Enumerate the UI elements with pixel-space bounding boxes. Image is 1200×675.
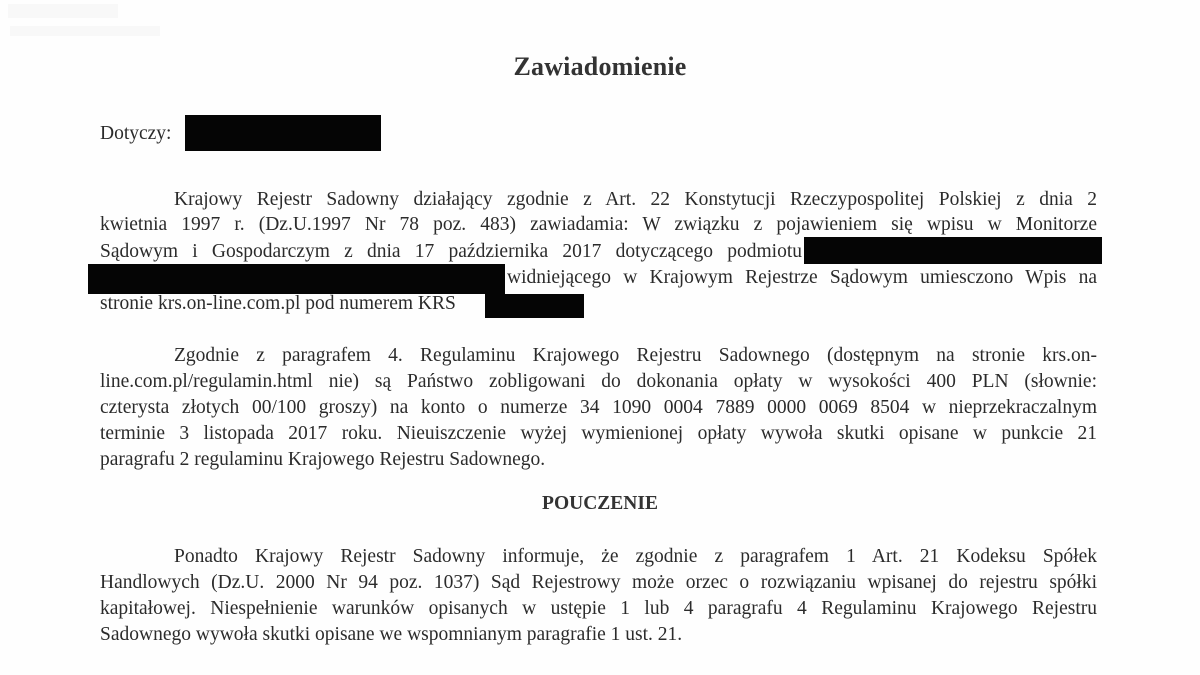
paragraph-1-line-1: Krajowy Rejestr Sadowny działający zgodnie z Art. 22 Konstytucji Rzeczypospolitej Polskiej z dnia 2: [174, 189, 1097, 210]
redacted-entity-name-2: [88, 264, 505, 294]
paragraph-3-line-4: Sadownego wywoła skutki opisane we wspomnianym paragrafie 1 ust. 21.: [100, 624, 683, 645]
paragraph-2-line-2: line.com.pl/regulamin.html nie) są Państwo zobligowani do dokonania opłaty w wysokości 400 PLN (słownie:: [100, 371, 1097, 392]
scan-artifact: [10, 26, 160, 36]
paragraph-2-line-3: czterysta złotych 00/100 groszy) na konto o numerze 34 1090 0004 7889 0000 0069 8504 w nieprzekraczalnym: [100, 397, 1097, 418]
paragraph-1-line-5: stronie krs.on-line.com.pl pod numerem KRS: [100, 293, 456, 314]
paragraph-2-line-5: paragrafu 2 regulaminu Krajowego Rejestru Sadownego.: [100, 449, 546, 470]
subject-label: Dotyczy:: [100, 123, 172, 144]
paragraph-3-line-2: Handlowych (Dz.U. 2000 Nr 94 poz. 1037) Sąd Rejestrowy może orzec o rozwiązaniu wpisanej do rejestru spółki: [100, 572, 1097, 593]
redacted-krs-number: [485, 294, 584, 318]
section-heading-pouczenie: POUCZENIE: [542, 493, 658, 514]
paragraph-3-line-3: kapitałowej. Niespełnienie warunków opisanych w ustępie 1 lub 4 paragrafu 4 Regulaminu Krajowego Rejestru: [100, 598, 1097, 619]
paragraph-1-line-3: Sądowym i Gospodarczym z dnia 17 października 2017 dotyczącego podmiotu: [100, 241, 802, 262]
redacted-entity-name-1: [804, 237, 1102, 264]
scan-artifact: [8, 4, 118, 18]
paragraph-2-line-4: terminie 3 listopada 2017 roku. Nieuiszczenie wyżej wymienionej opłaty wywoła skutki opisane w punkcie 21: [100, 423, 1097, 444]
paragraph-1-line-4: widniejącego w Krajowym Rejestrze Sądowym umiesczono Wpis na: [507, 267, 1097, 288]
redacted-subject: [185, 115, 381, 151]
paragraph-2-line-1: Zgodnie z paragrafem 4. Regulaminu Krajowego Rejestru Sadownego (dostępnym na stronie krs.on-: [174, 345, 1097, 366]
paragraph-1-line-2: kwietnia 1997 r. (Dz.U.1997 Nr 78 poz. 483) zawiadamia: W związku z pojawieniem się wpisu w Monitorze: [100, 214, 1097, 235]
document-title: Zawiadomienie: [513, 52, 687, 81]
paragraph-3-line-1: Ponadto Krajowy Rejestr Sadowny informuje, że zgodnie z paragrafem 1 Art. 21 Kodeksu Spółek: [174, 546, 1097, 567]
